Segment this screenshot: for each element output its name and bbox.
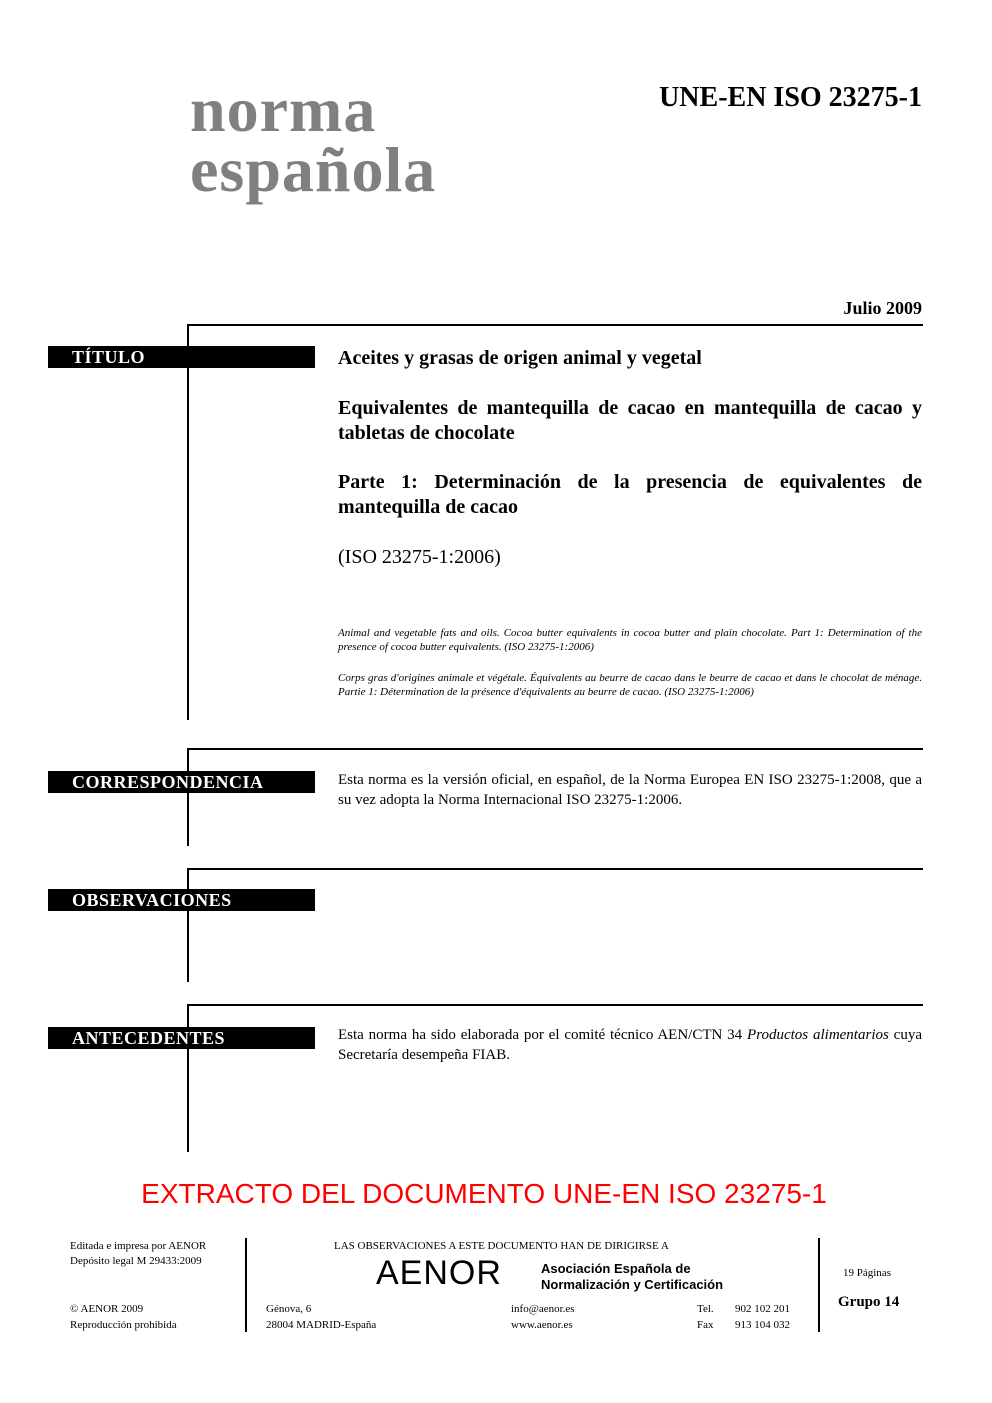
extract-watermark: EXTRACTO DEL DOCUMENTO UNE-EN ISO 23275-1	[141, 1178, 827, 1209]
committee-name: Productos alimentarios	[747, 1027, 889, 1043]
aenor-logo: AENOR	[376, 1254, 502, 1292]
divider	[187, 868, 923, 870]
aenor-name	[541, 1261, 723, 1293]
brand-line-1: norma	[190, 74, 377, 145]
footer-copyright: © AENOR 2009	[70, 1303, 144, 1315]
footer-fax: 913 104 032	[735, 1319, 790, 1331]
footer-address-1: Génova, 6	[266, 1303, 312, 1315]
footer-observaciones-heading: LAS OBSERVACIONES A ESTE DOCUMENTO HAN DE DIRIGIRSE A	[334, 1240, 669, 1252]
footer-address-2: 28004 MADRID-España	[266, 1319, 377, 1331]
title-line-3: Parte 1: Determinación de la presencia de equivalentes de mantequilla de cacao	[338, 471, 922, 518]
footer-email[interactable]: info@aenor.es	[511, 1303, 575, 1315]
antecedentes-text-part: Esta norma ha sido elaborada por el comité técnico AEN/CTN 34	[338, 1027, 748, 1043]
brand-line-2: española	[190, 134, 437, 205]
footer-web[interactable]: www.aenor.es	[511, 1319, 573, 1331]
divider	[187, 868, 189, 982]
footer-deposito: Depósito legal M 29433:2009	[70, 1255, 202, 1267]
footer-pages: 19 Páginas	[843, 1267, 891, 1279]
antecedentes-label: ANTECEDENTES	[48, 1027, 315, 1049]
footer-grupo: Grupo 14	[838, 1294, 900, 1310]
document-date: Julio 2009	[843, 298, 922, 318]
footer-fax-label: Fax	[697, 1319, 714, 1331]
antecedentes-text	[338, 1025, 922, 1065]
divider	[187, 324, 923, 326]
title-line-2: Equivalentes de mantequilla de cacao en mantequilla de cacao y tabletas de chocolate	[338, 397, 922, 444]
footer-divider	[818, 1238, 820, 1332]
iso-reference: (ISO 23275-1:2006)	[338, 546, 501, 568]
french-title: Corps gras d'origines animale et végétale. Équivalents au beurre de cacao dans le beurre de cacao et dans le chocolat de ménage. Partie 1: Détermination de la présence d'équivalents au beurre de cacao. (ISO 23275-1:2006)	[338, 672, 922, 698]
correspondencia-text: Esta norma es la versión oficial, en español, de la Norma Europea EN ISO 23275-1:2008, que a su vez adopta la Norma Internacional ISO 23275-1:2006.	[338, 772, 922, 808]
divider	[187, 748, 189, 846]
correspondencia-label: CORRESPONDENCIA	[48, 771, 315, 793]
observaciones-label: OBSERVACIONES	[48, 889, 315, 911]
brand-title	[190, 74, 437, 205]
footer-tel: 902 102 201	[735, 1303, 790, 1315]
aenor-name-line-1: Asociación Española de	[541, 1261, 691, 1276]
document-code: UNE-EN ISO 23275-1	[659, 82, 922, 113]
divider	[187, 324, 189, 720]
aenor-name-line-2: Normalización y Certificación	[541, 1277, 724, 1292]
footer-divider	[245, 1238, 247, 1332]
english-title: Animal and vegetable fats and oils. Cocoa butter equivalents in cocoa butter and plain chocolate. Part 1: Determination of the presence of cocoa butter equivalents. (ISO 23275-1:2006)	[338, 627, 922, 653]
title-line-1: Aceites y grasas de origen animal y vegetal	[338, 347, 702, 369]
titulo-label: TÍTULO	[48, 346, 315, 368]
divider	[187, 1004, 923, 1006]
footer-reproduccion: Reproducción prohibida	[70, 1319, 177, 1331]
footer-tel-label: Tel.	[697, 1303, 714, 1315]
divider	[187, 748, 923, 750]
footer-edited: Editada e impresa por AENOR	[70, 1240, 207, 1252]
antecedentes-text-part: cuya Secretaría desempeña FIAB.	[338, 1027, 922, 1063]
